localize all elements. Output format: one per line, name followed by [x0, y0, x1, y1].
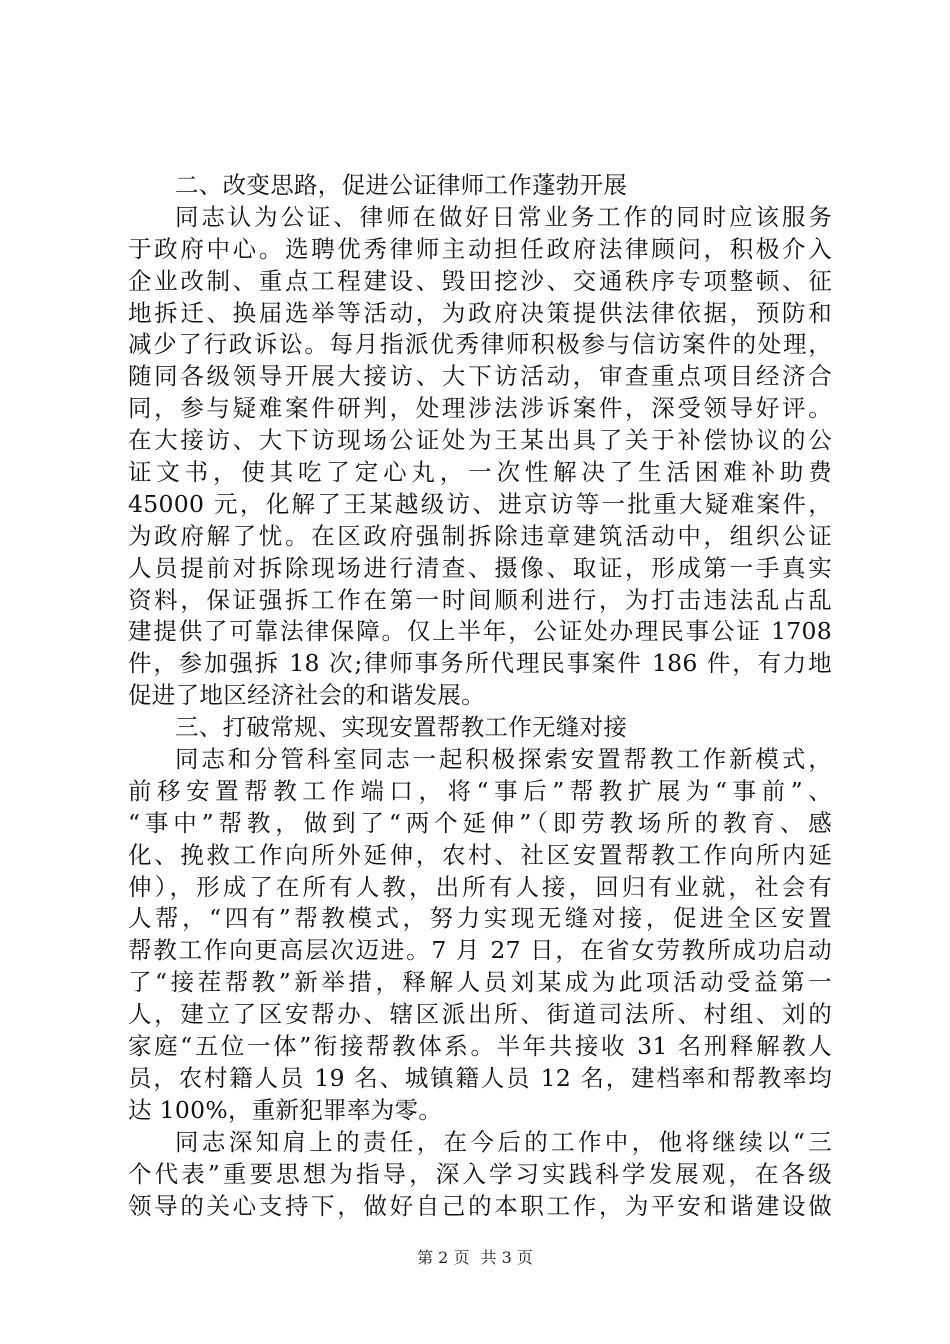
text-line: 减少了行政诉讼。每月指派优秀律师积极参与信访案件的处理，	[128, 330, 832, 359]
text-line: 人帮，“四有”帮教模式，努力实现无缝对接，促进全区安置	[128, 904, 832, 933]
document-body	[128, 170, 832, 1222]
text-line: 证文书，使其吃了定心丸，一次性解决了生活困难补助费	[128, 458, 832, 487]
text-line: 帮教工作向更高层次迈进。7 月 27 日，在省女劳教所成功启动	[128, 936, 832, 965]
text-line: 促进了地区经济社会的和谐发展。	[128, 681, 485, 710]
text-line: 同志认为公证、律师在做好日常业务工作的同时应该服务	[175, 202, 832, 231]
text-line: “事中”帮教，做到了“两个延伸”（即劳教场所的教育、感	[128, 808, 832, 837]
text-line: 化、挽救工作向所外延伸，农村、社区安置帮教工作向所内延	[128, 840, 832, 869]
text-line: 地拆迁、换届选举等活动，为政府决策提供法律依据，预防和	[128, 298, 832, 327]
page-footer	[0, 1248, 950, 1268]
text-line: 家庭“五位一体”衔接帮教体系。半年共接收 31 名刑释解教人	[128, 1032, 832, 1061]
text-line: 二、改变思路，促进公证律师工作蓬勃开展	[175, 171, 628, 199]
text-line: 员，农村籍人员 19 名、城镇籍人员 12 名，建档率和帮教率均	[128, 1063, 832, 1092]
text-line: 人员提前对拆除现场进行清查、摄像、取证，形成第一手真实	[128, 553, 832, 582]
text-line: 于政府中心。选聘优秀律师主动担任政府法律顾问，积极介入	[128, 234, 832, 263]
text-line: 45000 元，化解了王某越级访、进京访等一批重大疑难案件，	[128, 489, 832, 518]
text-line: 伸），形成了在所有人教，出所有人接，回归有业就，社会有	[128, 872, 832, 901]
text-line: 件，参加强拆 18 次;律师事务所代理民事案件 186 件，有力地	[128, 649, 832, 678]
text-line: 领导的关心支持下，做好自己的本职工作，为平安和谐建设做	[128, 1191, 832, 1220]
page-total: 共 3 页	[480, 1248, 533, 1267]
page-number: 第 2 页	[417, 1248, 470, 1267]
text-line: 同志和分管科室同志一起积极探索安置帮教工作新模式，	[175, 745, 832, 774]
text-line: 达 100%，重新犯罪率为零。	[128, 1095, 443, 1124]
text-line: 三、打破常规、实现安置帮教工作无缝对接	[175, 713, 628, 742]
text-line: 人，建立了区安帮办、辖区派出所、街道司法所、村组、刘的	[128, 1000, 832, 1029]
text-line: 资料，保证强拆工作在第一时间顺利进行，为打击违法乱占乱	[128, 585, 832, 614]
text-line: 在大接访、大下访现场公证处为王某出具了关于补偿协议的公	[128, 426, 832, 455]
text-line: 了“接茬帮教”新举措，释解人员刘某成为此项活动受益第一	[128, 968, 832, 997]
text-line: 建提供了可靠法律保障。仅上半年，公证处办理民事公证 1708	[128, 617, 832, 646]
text-line: 为政府解了忧。在区政府强制拆除违章建筑活动中，组织公证	[128, 521, 832, 550]
text-line: 个代表”重要思想为指导，深入学习实践科学发展观，在各级	[128, 1159, 832, 1188]
text-line: 同，参与疑难案件研判，处理涉法涉诉案件，深受领导好评。	[128, 394, 832, 423]
text-line: 同志深知肩上的责任，在今后的工作中，他将继续以“三	[175, 1127, 832, 1156]
text-line: 前移安置帮教工作端口，将“事后”帮教扩展为“事前”、	[128, 776, 832, 805]
text-line: 企业改制、重点工程建设、毁田挖沙、交通秩序专项整顿、征	[128, 266, 832, 295]
text-line: 随同各级领导开展大接访、大下访活动，审查重点项目经济合	[128, 362, 832, 391]
